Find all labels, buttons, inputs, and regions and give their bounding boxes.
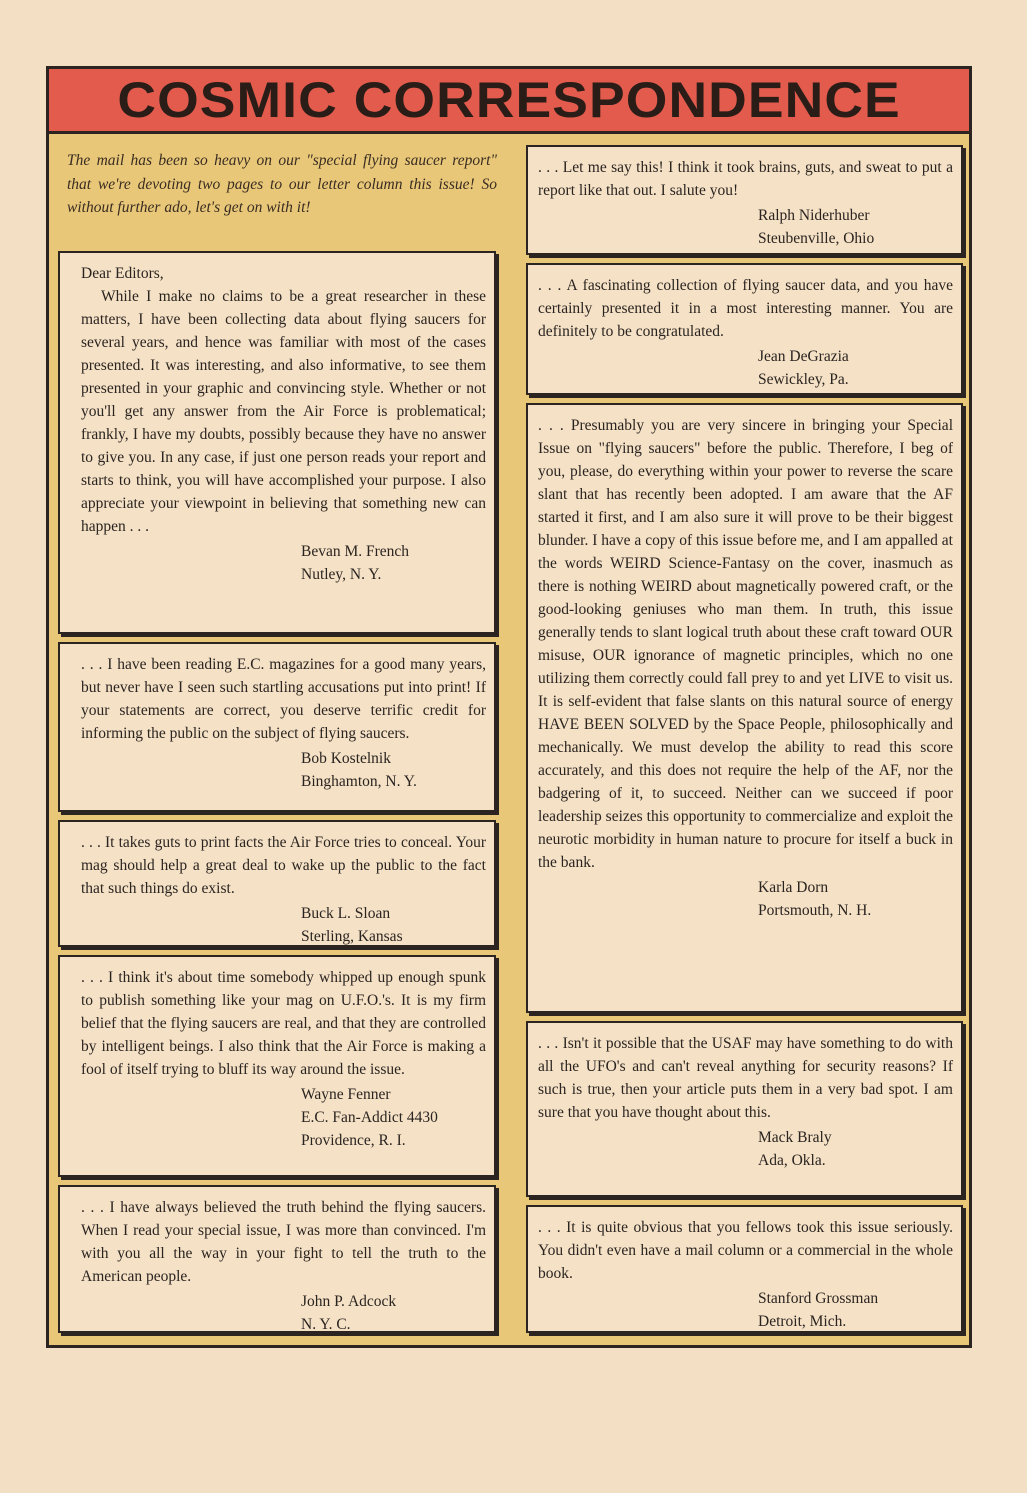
letter-box [526, 1205, 963, 1333]
intro-note: The mail has been so heavy on our "special flying saucer report" that we're devoting two pages to our letter column this issue! So without further ado, let's get on with it! [67, 152, 497, 216]
letter-box [58, 1185, 496, 1333]
letter-signature-location: Nutley, N. Y. [301, 566, 382, 583]
letter-signature-location: Ada, Okla. [758, 1152, 826, 1169]
letter-signature-name: Buck L. Sloan [301, 905, 391, 922]
letter-signature-location: Detroit, Mich. [758, 1313, 847, 1330]
letter-body: . . . I think it's about time somebody whipped up enough spunk to publish something like your mag on U.F.O.'s. It is my firm belief that the flying saucers are real, and that they are controlled by intelligent beings. I also think that the Air Force is making a fool of itself trying to bluff its way around the issue. [81, 969, 486, 1078]
letter-signature-name: Mack Braly [758, 1129, 832, 1146]
letter-signature-location: Portsmouth, N. H. [758, 902, 872, 919]
letter-signature-extra: E.C. Fan-Addict 4430 [301, 1109, 438, 1126]
letter-signature-location: N. Y. C. [301, 1316, 351, 1333]
letter-signature-name: Bevan M. French [301, 543, 410, 560]
letter-signature-name: Bob Kostelnik [301, 750, 391, 767]
letter-signature-name: Stanford Grossman [758, 1290, 879, 1307]
letter-signature-name: Jean DeGrazia [758, 348, 849, 365]
letter-signature-location: Sterling, Kansas [301, 928, 403, 945]
letter-signature-name: Wayne Fenner [301, 1086, 391, 1103]
letter-box [58, 820, 496, 947]
letter-body: . . . I have been reading E.C. magazines for a good many years, but never have I seen such startling accusations put into print! If your statements are correct, you deserve terrific credit for informing the public on the subject of flying saucers. [81, 656, 486, 742]
letter-body: While I make no claims to be a great researcher in these matters, I have been collecting data about flying saucers for several years, and hence was familiar with most of the cases presented. It was interesting, and also informative, to see them presented in your graphic and convincing style. Whether or not you'll get any answer from the Air Force is problematical; frankly, I have my doubts, possibly because they have no answer to give you. In any case, if just one person reads your report and starts to think, you will have accomplished your purpose. I also appreciate your viewpoint in believing that something new can happen . . . [81, 288, 486, 535]
letter-box [58, 642, 496, 812]
letter-body: . . . It is quite obvious that you fellows took this issue seriously. You didn't even have a mail column or a commercial in the whole book. [538, 1219, 953, 1282]
letter-box [526, 145, 963, 255]
letter-body: . . . A fascinating collection of flying saucer data, and you have certainly presented it in a most interesting manner. You are definitely to be congratulated. [538, 277, 953, 340]
letter-box [526, 403, 963, 1013]
letter-body: . . . It takes guts to print facts the Air Force tries to conceal. Your mag should help a great deal to wake up the public to the fact that such things do exist. [81, 834, 486, 897]
letter-signature-name: Ralph Niderhuber [758, 207, 870, 224]
letter-signature-name: Karla Dorn [758, 879, 829, 896]
page-title: COSMIC CORRESPONDENCE [117, 72, 901, 128]
letter-signature-location: Sewickley, Pa. [758, 371, 849, 388]
letter-box [526, 1021, 963, 1197]
letter-body: . . . Isn't it possible that the USAF may have something to do with all the UFO's and can't reveal anything for security reasons? If such is true, then your article puts them in a very bad spot. I am sure that you have thought about this. [538, 1035, 953, 1121]
letter-signature-name: John P. Adcock [301, 1293, 397, 1310]
letter-signature-location: Binghamton, N. Y. [301, 773, 417, 790]
letter-body: . . . Presumably you are very sincere in bringing your Special Issue on "flying saucers" before the public. Therefore, I beg of you, please, do everything within your power to reverse the scare slant that has recently been adopted. I am aware that the AF started it first, and I am also sure it will prove to be their biggest blunder. I have a copy of this issue before me, and I am appalled at the words WEIRD Science-Fantasy on the cover, inasmuch as there is nothing WEIRD about magnetically powered craft, or the good-looking geniuses who man them. In truth, this issue generally tends to slant logical truth about these craft toward OUR misuse, OUR ignorance of magnetic principles, which no one utilizing them correctly could fall prey to and yet LIVE to visit us. It is self-evident that false slants on this natural source of energy HAVE BEEN SOLVED by the Space People, philosophically and mechanically. We must develop the ability to read this score accurately, and this does not require the help of the AF, nor the badgering of it, to succeed. Neither can we succeed if poor leadership seizes this opportunity to commercialize and exploit the neurotic morbidity in human nature to procure for itself a buck in the bank. [538, 417, 953, 871]
title-banner [49, 69, 969, 134]
letter-body: . . . I have always believed the truth behind the flying saucers. When I read your special issue, I was more than convinced. I'm with you all the way in your fight to tell the truth to the American people. [81, 1199, 486, 1285]
letter-box [526, 263, 963, 395]
letters-frame [46, 66, 972, 1348]
letter-greeting: Dear Editors, [81, 265, 164, 282]
letter-signature-location: Steubenville, Ohio [758, 230, 875, 247]
letter-box [58, 251, 496, 634]
letter-signature-location: Providence, R. I. [301, 1132, 406, 1149]
letter-box [58, 955, 496, 1177]
letter-body: . . . Let me say this! I think it took brains, guts, and sweat to put a report like that out. I salute you! [538, 159, 953, 199]
